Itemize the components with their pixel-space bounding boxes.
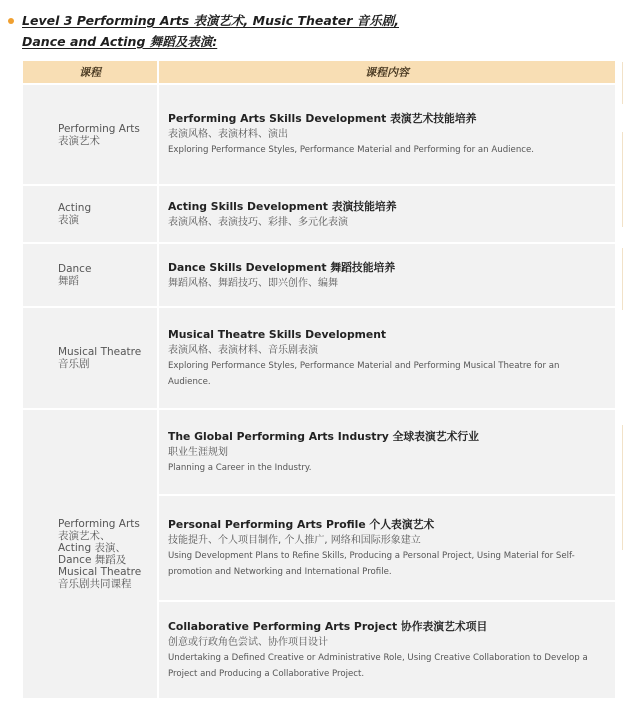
side-decoration <box>622 425 627 550</box>
module-topics-cn: 职业生涯规划 <box>168 446 228 458</box>
side-decoration <box>622 62 627 104</box>
course-name: Musical Theatre 音乐剧 <box>23 307 158 409</box>
header-course: 课程 <box>23 61 158 84</box>
course-table <box>23 61 615 698</box>
course-content <box>158 307 615 409</box>
heading-line-1: Level 3 Performing Arts 表演艺术, Music Theater 音乐剧, <box>22 13 400 28</box>
module-title: Personal Performing Arts Profile 个人表演艺术 <box>168 517 435 531</box>
module-topics-en: Exploring Performance Styles, Performance Material and Performing Musical Theatre for an Audience. <box>168 360 560 387</box>
module-title: Collaborative Performing Arts Project 协作表演艺术项目 <box>168 619 488 633</box>
table-header-row <box>23 61 615 84</box>
table-row <box>23 185 615 243</box>
module-topics-cn: 技能提升、个人项目制作, 个人推广, 网络和国际形象建立 <box>168 534 421 546</box>
course-name: Performing Arts 表演艺术、 Acting 表演、 Dance 舞蹈及 Musical Theatre 音乐剧共同课程 <box>23 409 158 698</box>
module-topics-en: Planning a Career in the Industry. <box>168 462 312 473</box>
side-decoration <box>622 248 627 310</box>
module-title: The Global Performing Arts Industry 全球表演艺术行业 <box>168 429 479 443</box>
course-content <box>158 243 615 307</box>
module-title: Acting Skills Development 表演技能培养 <box>168 199 397 213</box>
section-heading <box>8 10 608 52</box>
table-row <box>23 243 615 307</box>
course-name: Acting 表演 <box>23 185 158 243</box>
course-name: Dance 舞蹈 <box>23 243 158 307</box>
heading-line-2: Dance and Acting 舞蹈及表演: <box>22 34 218 49</box>
module-topics-cn: 表演风格、表演技巧、彩排、多元化表演 <box>168 216 348 228</box>
module-topics-cn: 舞蹈风格、舞蹈技巧、即兴创作、编舞 <box>168 277 338 289</box>
course-content <box>158 601 615 698</box>
module-title: Performing Arts Skills Development 表演艺术技能培养 <box>168 112 477 125</box>
module-title: Dance Skills Development 舞蹈技能培养 <box>168 260 396 274</box>
module-title: Musical Theatre Skills Development <box>168 327 387 341</box>
table-row <box>23 307 615 409</box>
module-topics-cn: 表演风格、表演材料、音乐剧表演 <box>168 344 318 356</box>
module-topics-cn: 表演风格、表演材料、演出 <box>168 129 288 140</box>
module-topics-cn: 创意或行政角色尝试、协作项目设计 <box>168 636 328 648</box>
module-topics-en: Undertaking a Defined Creative or Administrative Role, Using Creative Collaboration to Develop a Project and Producing a Collaborative Project. <box>168 652 588 679</box>
module-topics-en: Using Development Plans to Refine Skills, Producing a Personal Project, Using Material for Self-promotion and Networking and International Profile. <box>168 550 575 577</box>
side-decoration <box>622 132 627 227</box>
course-content <box>158 495 615 601</box>
course-content <box>158 409 615 495</box>
bullet-icon <box>8 18 14 24</box>
table-row <box>23 84 615 185</box>
header-course-content: 课程内容 <box>158 61 615 84</box>
table-row <box>23 409 615 495</box>
course-name: Performing Arts 表演艺术 <box>23 84 158 185</box>
course-content <box>158 84 615 185</box>
module-topics-en: Exploring Performance Styles, Performance Material and Performing for an Audience. <box>168 145 535 155</box>
course-content <box>158 185 615 243</box>
